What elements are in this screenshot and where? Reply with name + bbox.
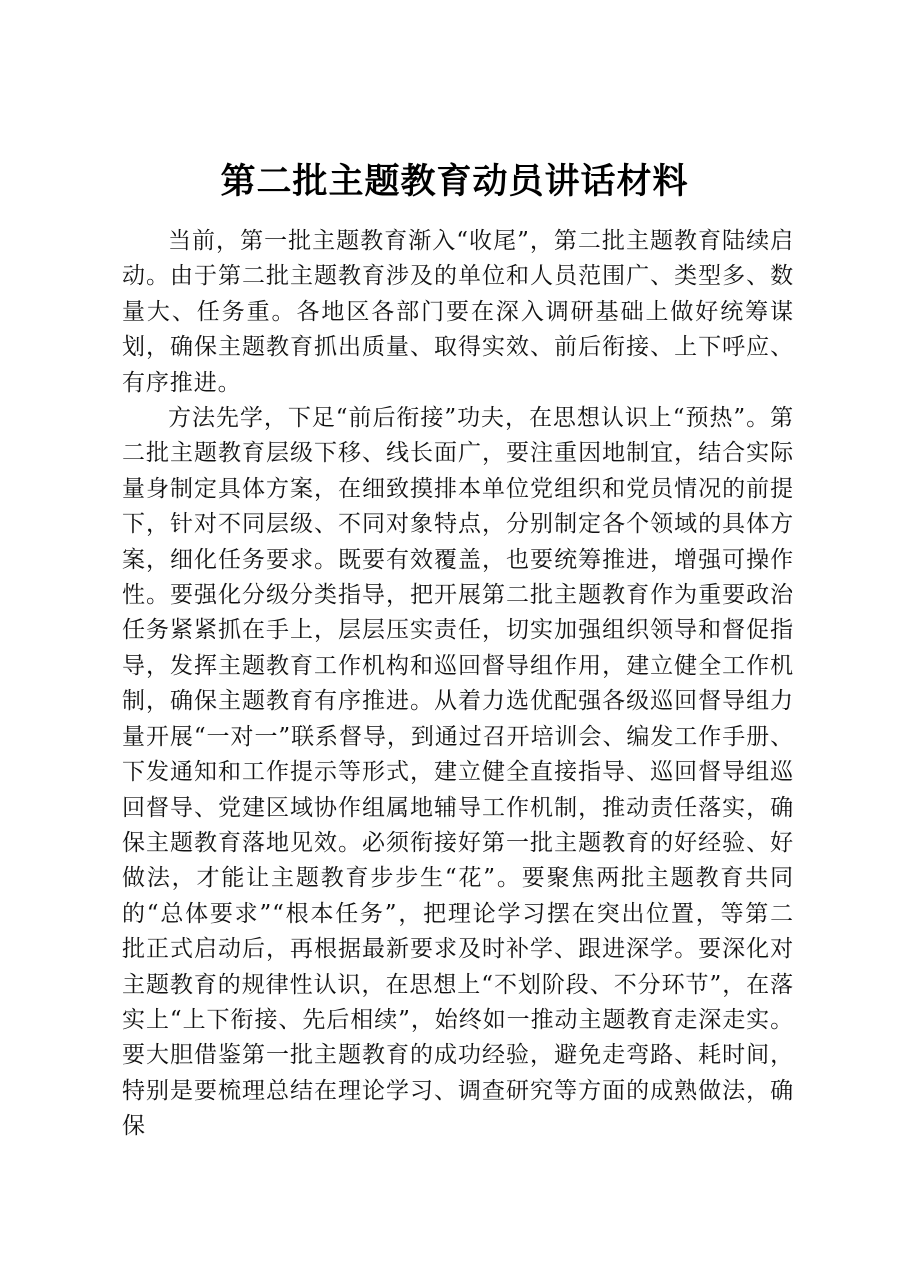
paragraph-1: 当前，第一批主题教育渐入“收尾”，第二批主题教育陆续启动。由于第二批主题教育涉及的单位和人员范围广、类型多、数量大、任务重。各地区各部门要在深入调研基础上做好统筹谋划，确保主题教育抓出质量、取得实效、前后衔接、上下呼应、有序推进。 [122,228,794,396]
document-body [122,224,794,1145]
paragraph-2: 方法先学，下足“前后衔接”功夫，在思想认识上“预热”。第二批主题教育层级下移、线长面广，要注重因地制宜，结合实际量身制定具体方案，在细致摸排本单位党组织和党员情况的前提下，针对不同层级、不同对象特点，分别制定各个领域的具体方案，细化任务要求。既要有效覆盖，也要统筹推进，增强可操作性。要强化分级分类指导，把开展第二批主题教育作为重要政治任务紧紧抓在手上，层层压实责任，切实加强组织领导和督促指导，发挥主题教育工作机构和巡回督导组作用，建立健全工作机制，确保主题教育有序推进。从着力选优配强各级巡回督导组力量开展“一对一”联系督导，到通过召开培训会、编发工作手册、下发通知和工作提示等形式，建立健全直接指导、巡回督导组巡回督导、党建区域协作组属地辅导工作机制，推动责任落实，确保主题教育落地见效。必须衔接好第一批主题教育的好经验、好做法，才能让主题教育步步生“花”。要聚焦两批主题教育共同的“总体要求”“根本任务”，把理论学习摆在突出位置，等第二批正式启动后，再根据最新要求及时补学、跟进深学。要深化对主题教育的规律性认识，在思想上“不划阶段、不分环节”，在落实上“上下衔接、先后相续”，始终如一推动主题教育走深走实。要大胆借鉴第一批主题教育的成功经验，避免走弯路、耗时间，特别是要梳理总结在理论学习、调查研究等方面的成熟做法，确保 [122,405,794,1140]
document-title: 第二批主题教育动员讲话材料 [220,161,689,202]
